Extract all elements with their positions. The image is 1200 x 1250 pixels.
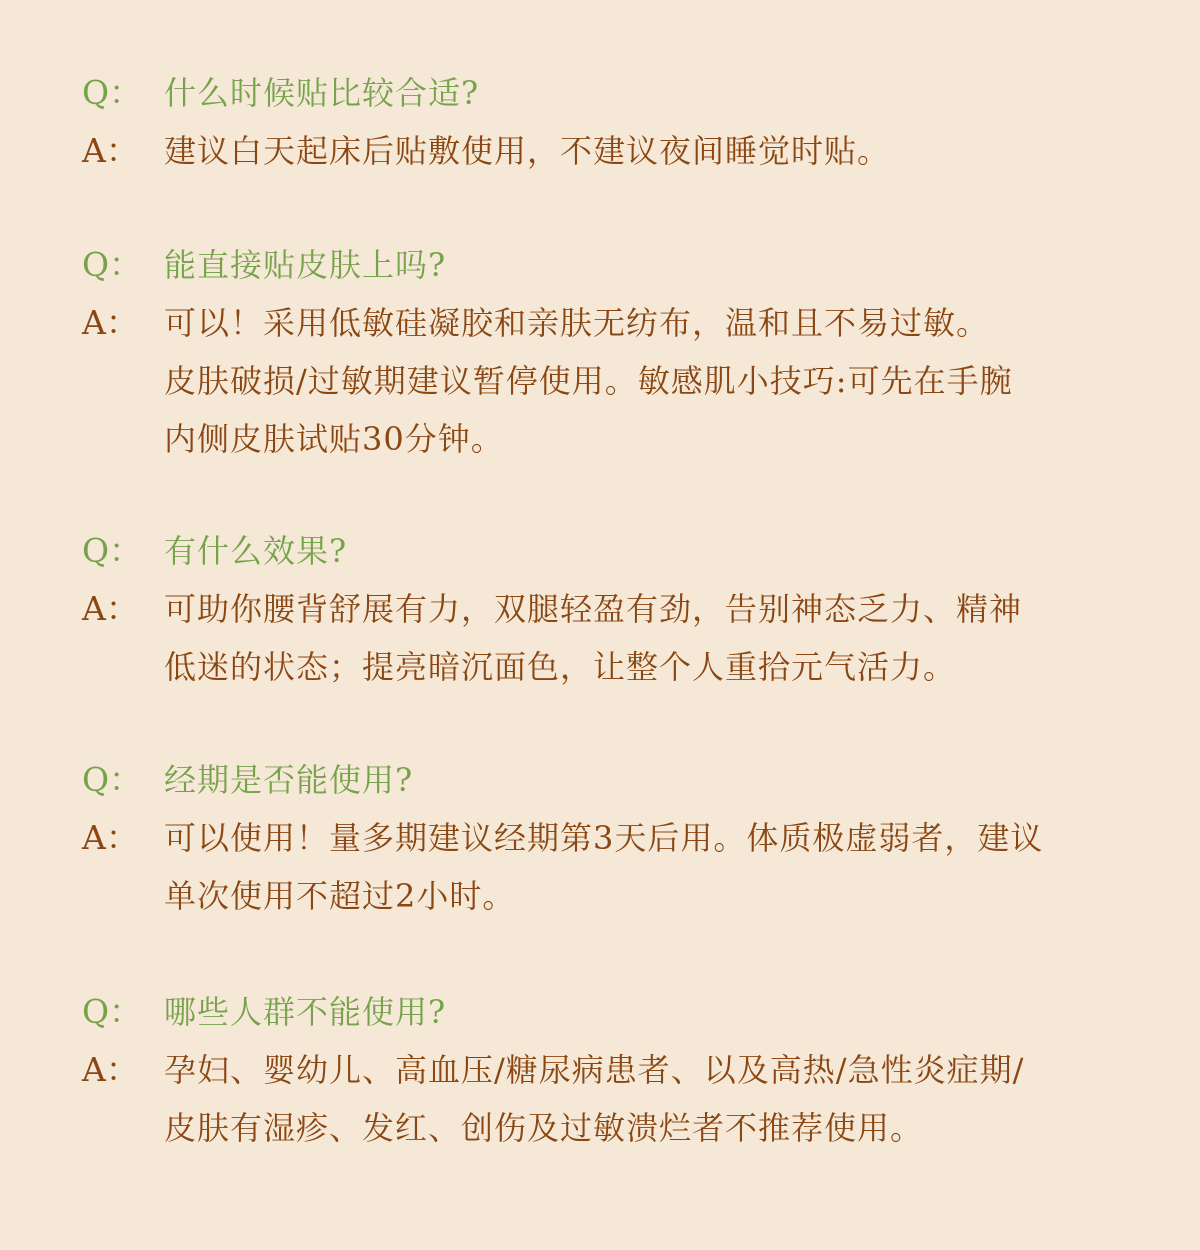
question-row (82, 64, 1122, 122)
answer-line: 低迷的状态；提亮暗沉面色，让整个人重拾元气活力。 (164, 648, 957, 686)
answer-row (82, 294, 1122, 468)
question-marker: Q： (82, 245, 143, 284)
answer-line: 单次使用不超过2小时。 (164, 877, 516, 915)
answer-text (164, 294, 1013, 468)
answer-text (164, 122, 890, 180)
question-row (82, 522, 1122, 580)
answer-line: 可助你腰背舒展有力，双腿轻盈有劲，告别神态乏力、精神 (164, 590, 1023, 628)
answer-line: 可以使用！量多期建议经期第3天后用。体质极虚弱者，建议 (164, 819, 1044, 857)
question-marker: Q： (82, 531, 143, 570)
faq-item (82, 751, 1122, 925)
question-row (82, 983, 1122, 1041)
question-row (82, 751, 1122, 809)
question-text: 能直接贴皮肤上吗? (164, 246, 447, 284)
answer-line: 皮肤有湿疹、发红、创伤及过敏溃烂者不推荐使用。 (164, 1109, 924, 1147)
answer-line: 内侧皮肤试贴30分钟。 (164, 420, 504, 458)
answer-text (164, 580, 1022, 696)
answer-line: 可以！采用低敏硅凝胶和亲肤无纺布，温和且不易过敏。 (164, 304, 990, 342)
question-row (82, 236, 1122, 294)
answer-marker: A： (82, 818, 139, 857)
question-text: 有什么效果? (164, 532, 348, 570)
question-marker: Q： (82, 760, 143, 799)
answer-row (82, 1041, 1122, 1157)
answer-text (164, 1041, 1024, 1157)
answer-line: 建议白天起床后贴敷使用，不建议夜间睡觉时贴。 (164, 132, 891, 170)
answer-row (82, 122, 1122, 180)
faq-item (82, 236, 1122, 468)
answer-marker: A： (82, 589, 139, 628)
answer-line: 皮肤破损/过敏期建议暂停使用。敏感肌小技巧:可先在手腕 (164, 362, 1013, 400)
answer-marker: A： (82, 303, 139, 342)
question-text: 什么时候贴比较合适? (164, 74, 480, 112)
question-marker: Q： (82, 992, 143, 1031)
question-marker: Q： (82, 73, 143, 112)
answer-line: 孕妇、婴幼儿、高血压/糖尿病患者、以及高热/急性炎症期/ (164, 1051, 1025, 1089)
faq-item (82, 64, 1122, 180)
faq-item (82, 983, 1122, 1157)
answer-marker: A： (82, 1050, 139, 1089)
answer-marker: A： (82, 131, 139, 170)
question-text: 经期是否能使用? (164, 761, 414, 799)
answer-text (164, 809, 1043, 925)
faq-item (82, 522, 1122, 696)
answer-row (82, 809, 1122, 925)
answer-row (82, 580, 1122, 696)
question-text: 哪些人群不能使用? (164, 993, 447, 1031)
